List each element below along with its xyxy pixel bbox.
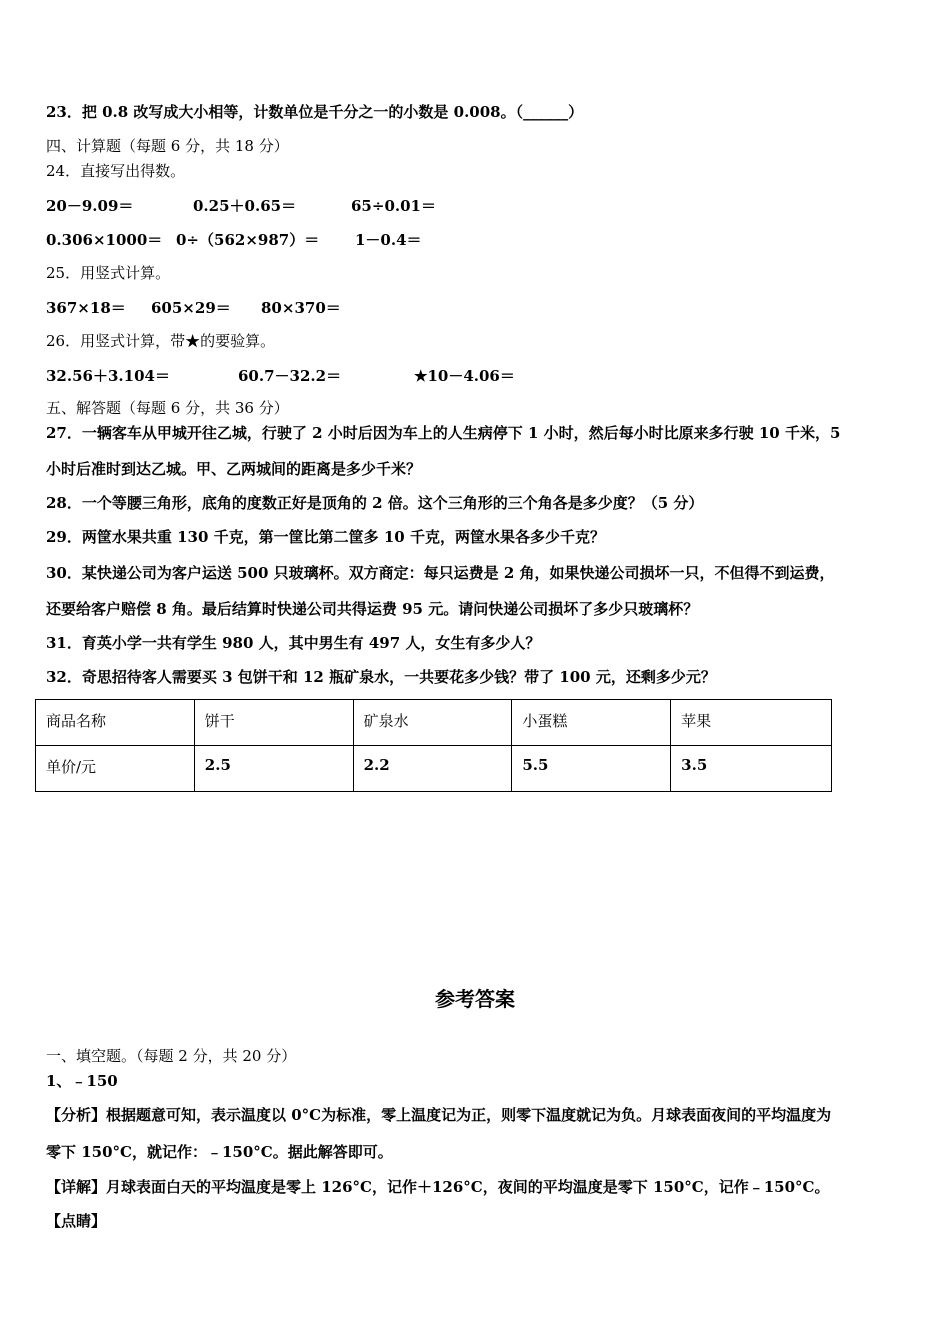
section-1-heading: 一、填空题。（每题 2 分，共 20 分）: [46, 1047, 297, 1065]
answer-1-comment: 【点睛】: [46, 1212, 107, 1230]
question-28: 28．一个等腰三角形，底角的度数正好是顶角的 2 倍。这个三角形的三个角各是多少度？（5 分）: [46, 494, 704, 512]
answer-1-analysis-line-2: 零下 150°C，就记作：﹣150°C。据此解答即可。: [46, 1143, 393, 1161]
q24-expr: 0.306×1000＝: [46, 231, 163, 249]
table-cell: 5.5: [512, 746, 671, 792]
section-4-heading: 四、计算题（每题 6 分，共 18 分）: [46, 137, 289, 155]
q26-expr: 32.56＋3.104＝: [46, 367, 170, 385]
table-cell: 矿泉水: [353, 700, 512, 746]
question-26: 26．用竖式计算，带★的要验算。: [46, 332, 276, 350]
question-24: 24．直接写出得数。: [46, 162, 186, 180]
q26-expr: ★10－4.06＝: [414, 367, 515, 385]
price-table: [35, 699, 832, 792]
section-5-heading: 五、解答题（每题 6 分，共 36 分）: [46, 399, 289, 417]
table-cell: 商品名称: [36, 700, 195, 746]
q24-row-1: [46, 195, 906, 215]
q24-expr: 0.25＋0.65＝: [193, 197, 297, 215]
table-header-row: [36, 700, 832, 746]
q25-row: [46, 297, 906, 317]
q24-expr: 20－9.09＝: [46, 197, 134, 215]
q24-expr: 1－0.4＝: [355, 231, 422, 249]
table-cell: 饼干: [194, 700, 353, 746]
answer-1: 1、﹣150: [46, 1072, 118, 1090]
table-cell: 3.5: [671, 746, 832, 792]
question-30-line-2: 还要给客户赔偿 8 角。最后结算时快递公司共得运费 95 元。请问快递公司损坏了多少只玻璃杯？: [46, 600, 699, 618]
question-32: 32．奇思招待客人需要买 3 包饼干和 12 瓶矿泉水，一共要花多少钱？带了 100 元，还剩多少元？: [46, 668, 716, 686]
q24-expr: 65÷0.01＝: [351, 197, 436, 215]
answer-title: 参考答案: [435, 987, 515, 1011]
q25-expr: 80×370＝: [261, 299, 341, 317]
answer-1-detail: 【详解】月球表面白天的平均温度是零上 126°C，记作＋126°C，夜间的平均温度是零下 150°C，记作﹣150°C。: [46, 1178, 830, 1196]
table-cell: 苹果: [671, 700, 832, 746]
table-cell: 2.5: [194, 746, 353, 792]
question-27-line-1: 27．一辆客车从甲城开往乙城，行驶了 2 小时后因为车上的人生病停下 1 小时，然后每小时比原来多行驶 10 千米，5: [46, 424, 841, 442]
table-cell: 单价/元: [36, 746, 195, 792]
table-row: [36, 746, 832, 792]
q24-expr: 0÷（562×987）＝: [176, 231, 320, 249]
question-31: 31．育英小学一共有学生 980 人，其中男生有 497 人，女生有多少人？: [46, 634, 541, 652]
q26-row: [46, 365, 906, 385]
q24-row-2: [46, 229, 906, 249]
table-cell: 小蛋糕: [512, 700, 671, 746]
table-cell: 2.2: [353, 746, 512, 792]
answer-1-analysis-line-1: 【分析】根据题意可知，表示温度以 0°C为标准，零上温度记为正，则零下温度就记为负。月球表面夜间的平均温度为: [46, 1106, 832, 1124]
question-27-line-2: 小时后准时到达乙城。甲、乙两城间的距离是多少千米？: [46, 460, 422, 478]
question-25: 25．用竖式计算。: [46, 264, 171, 282]
q26-expr: 60.7－32.2＝: [238, 367, 342, 385]
question-29: 29．两筐水果共重 130 千克，第一筐比第二筐多 10 千克，两筐水果各多少千克？: [46, 528, 605, 546]
question-23: 23．把 0.8 改写成大小相等，计数单位是千分之一的小数是 0.008。（______）: [46, 103, 584, 121]
q25-expr: 605×29＝: [151, 299, 231, 317]
q25-expr: 367×18＝: [46, 299, 126, 317]
question-30-line-1: 30．某快递公司为客户运送 500 只玻璃杯。双方商定：每只运费是 2 角，如果快递公司损坏一只，不但得不到运费，: [46, 564, 835, 582]
